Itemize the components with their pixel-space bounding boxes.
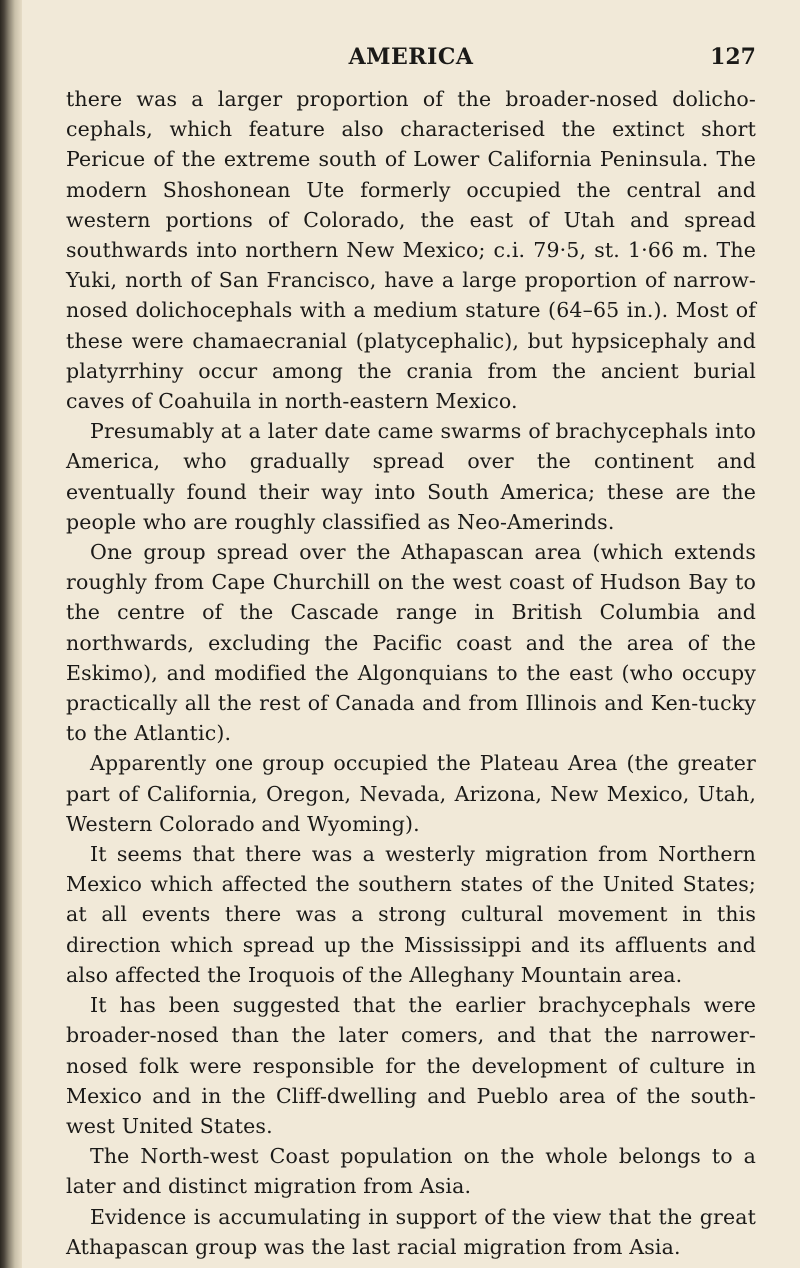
paragraph-earlier-brachycephals: It has been suggested that the earlier brachycephals were broader-nosed than the later comers, and that the narrower-nosed folk were responsible for the development of culture in Mexico and in the Cliff-dwelling and Pueblo area of the south-west United States. — [66, 993, 756, 1138]
paragraph-westerly-migration: It seems that there was a westerly migration from Northern Mexico which affected the southern states of the United States; at all events there was a strong cultural movement in this direction which spread up the Mississippi and its affluents and also affected the Iroquois of the Alleghany Mountain area. — [66, 842, 756, 987]
paragraph-brachycephals: Presumably at a later date came swarms of brachycephals into America, who gradually spread over the continent and eventually found their way into South America; these are the people who are roughly classified as Neo-Amerinds. — [66, 419, 756, 534]
body-text — [66, 84, 756, 1262]
book-page — [66, 44, 756, 1259]
paragraph-north-west-coast: The North-west Coast population on the whole belongs to a later and distinct migration from Asia. — [66, 1144, 756, 1199]
running-header — [66, 44, 756, 84]
page-title: AMERICA — [348, 44, 474, 70]
paragraph-continuation: there was a larger proportion of the broader-nosed dolicho-cephals, which feature also characterised the extinct short Pericue of the extreme south of Lower California Peninsula. The modern Shoshonean Ute formerly occupied the central and western portions of Colorado, the east of Utah and spread southwards into northern New Mexico; c.i. 79·5, st. 1·66 m. The Yuki, north of San Francisco, have a large proportion of narrow-nosed dolichocephals with a medium stature (64–65 in.). Most of these were chamaecranial (platycephalic), but hypsicephaly and platyrrhiny occur among the crania from the ancient burial caves of Coahuila in north-eastern Mexico. — [66, 87, 756, 414]
paragraph-athapascan-area: One group spread over the Athapascan area (which extends roughly from Cape Churchill on the west coast of Hudson Bay to the centre of the Cascade range in British Columbia and northwards, excluding the Pacific coast and the area of the Eskimo), and modified the Algonquians to the east (who occupy practically all the rest of Canada and from Illinois and Ken-tucky to the Atlantic). — [66, 540, 756, 746]
page-number: 127 — [710, 44, 756, 70]
paragraph-evidence: Evidence is accumulating in support of the view that the great Athapascan group was the last racial migration from Asia. — [66, 1204, 756, 1259]
book-binding-edge — [0, 0, 22, 1268]
paragraph-plateau-area: Apparently one group occupied the Plateau Area (the greater part of California, Oregon, Nevada, Arizona, New Mexico, Utah, Western Colorado and Wyoming). — [66, 751, 756, 836]
